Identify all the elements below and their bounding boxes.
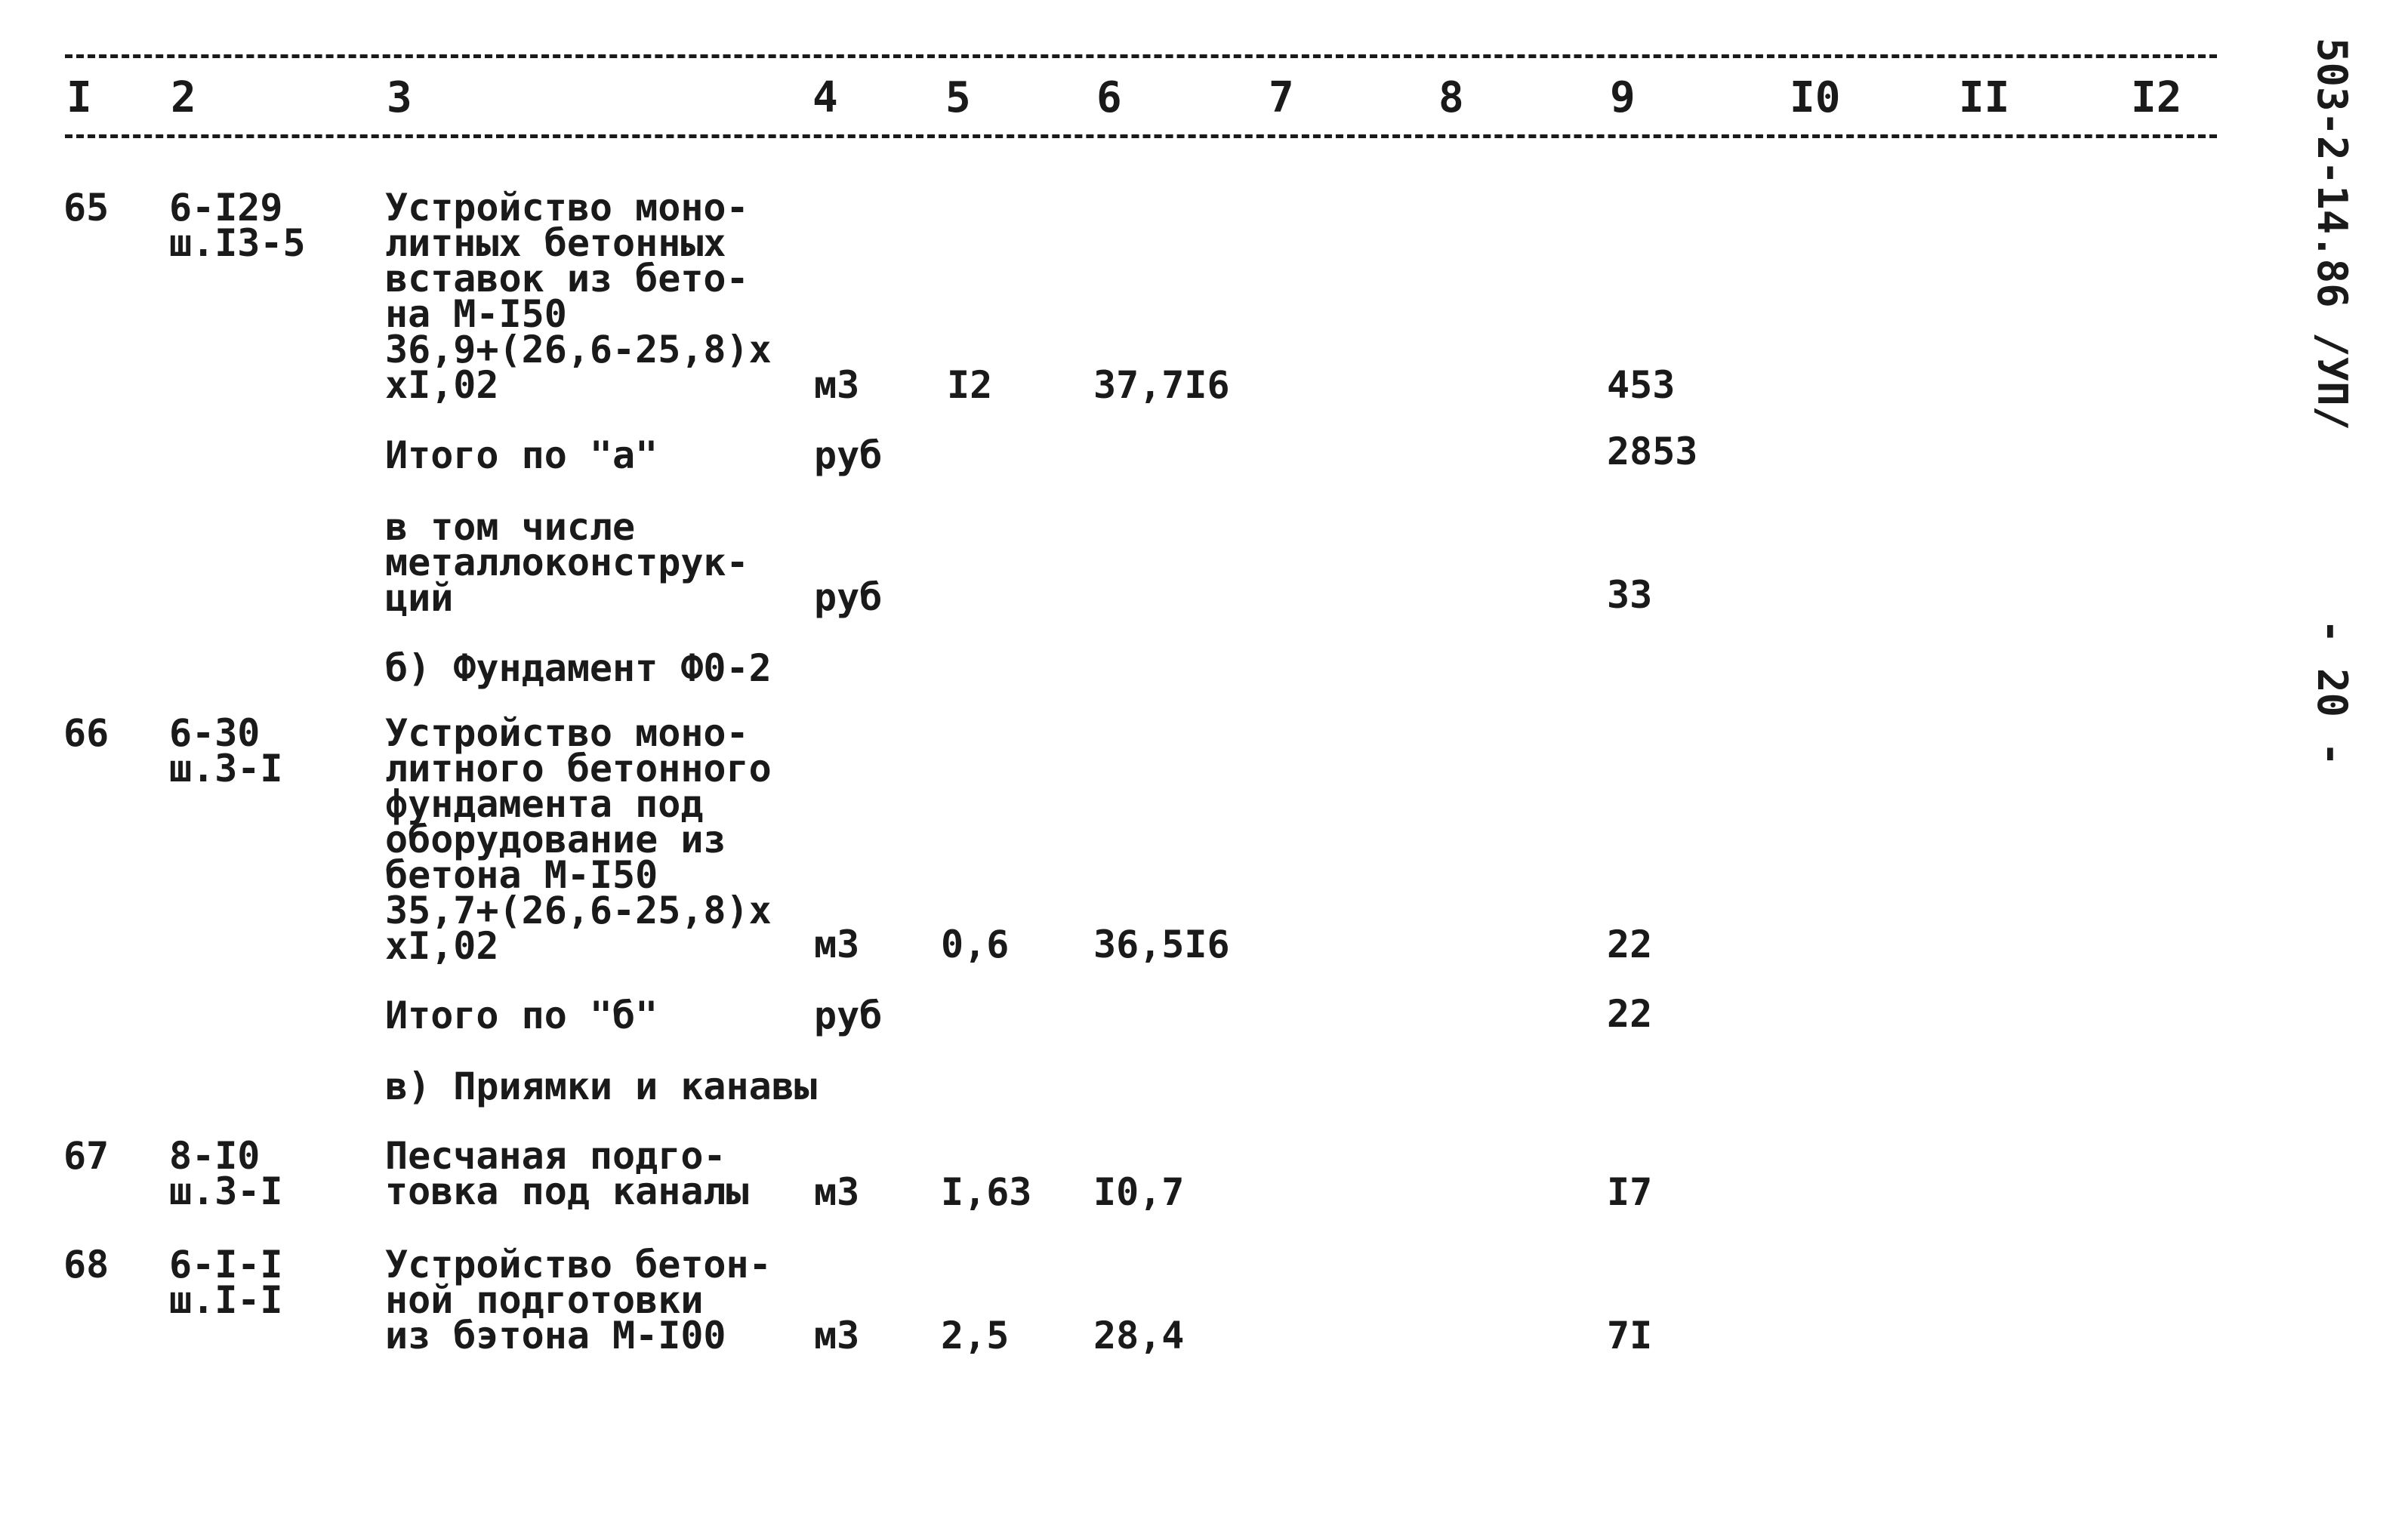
subtotal-a-total: 2853 <box>1607 430 1698 473</box>
page-number: - 20 - <box>2308 619 2356 767</box>
document-code-stamp: 503-2-14.86 /УП/ <box>2308 38 2356 431</box>
row-67-unit: м3 <box>814 1170 860 1214</box>
row-68-quantity: 2,5 <box>941 1314 1010 1357</box>
row-66-description: Устройство моно- литного бетонного фундамента под оборудование из бетона М-I50 35,7+(26,6-25,8)х хI,02 <box>385 711 772 968</box>
row-66-unit: м3 <box>814 923 860 966</box>
column-header-8: 8 <box>1438 73 1464 122</box>
row-65-description: Устройство моно- литных бетонных вставок из бето- на М-I50 36,9+(26,6-25,8)х хI,02 <box>385 186 772 407</box>
subtotal-b-total: 22 <box>1607 992 1653 1036</box>
row-67-quantity: I,63 <box>941 1170 1032 1214</box>
row-68-unit: м3 <box>814 1314 860 1357</box>
row-66-price: 36,5I6 <box>1093 923 1230 966</box>
row-65-unit: м3 <box>814 363 860 407</box>
column-header-11: II <box>1959 73 2010 122</box>
row-67-code: 8-I0 ш.3-I <box>169 1134 283 1213</box>
row-65-number: 65 <box>63 186 109 230</box>
column-header-1: I <box>66 73 92 122</box>
column-header-5: 5 <box>945 73 971 122</box>
section-b-heading: б) Фундамент Ф0-2 <box>385 646 772 690</box>
row-66-quantity: 0,6 <box>941 923 1010 966</box>
row-65-quantity: I2 <box>947 363 993 407</box>
column-header-12: I2 <box>2131 73 2182 122</box>
subtotal-b-label: Итого по "б" <box>385 994 658 1037</box>
metal-structures-unit: руб <box>814 575 883 619</box>
column-header-6: 6 <box>1096 73 1122 122</box>
header-top-rule <box>65 54 2217 58</box>
subtotal-a-label: Итого по "а" <box>385 433 658 477</box>
metal-structures-total: 33 <box>1607 573 1653 617</box>
subtotal-b-unit: руб <box>814 994 883 1037</box>
header-bottom-rule <box>65 134 2217 138</box>
row-65-total: 453 <box>1607 363 1676 407</box>
column-header-9: 9 <box>1610 73 1636 122</box>
row-68-number: 68 <box>63 1243 109 1286</box>
row-67-total: I7 <box>1607 1170 1653 1214</box>
row-66-code: 6-30 ш.3-I <box>169 711 283 790</box>
column-header-3: 3 <box>387 73 412 122</box>
row-67-description: Песчаная подго- товка под каналы <box>385 1134 749 1213</box>
column-header-10: I0 <box>1790 73 1841 122</box>
row-66-number: 66 <box>63 711 109 755</box>
metal-structures-label: в том числе металлоконструк- ций <box>385 505 749 620</box>
subtotal-a-unit: руб <box>814 433 883 477</box>
row-68-code: 6-I-I ш.I-I <box>169 1243 283 1322</box>
row-66-total: 22 <box>1607 923 1653 966</box>
row-67-price: I0,7 <box>1093 1170 1185 1214</box>
row-68-total: 7I <box>1607 1314 1653 1357</box>
row-65-price: 37,7I6 <box>1093 363 1230 407</box>
row-65-code: 6-I29 ш.I3-5 <box>169 186 306 265</box>
row-68-price: 28,4 <box>1093 1314 1185 1357</box>
column-header-2: 2 <box>171 73 196 122</box>
column-header-7: 7 <box>1269 73 1294 122</box>
row-68-description: Устройство бетон- ной подготовки из бэтона М-I00 <box>385 1243 772 1357</box>
column-header-4: 4 <box>812 73 838 122</box>
row-67-number: 67 <box>63 1134 109 1178</box>
section-v-heading: в) Приямки и канавы <box>385 1065 817 1108</box>
